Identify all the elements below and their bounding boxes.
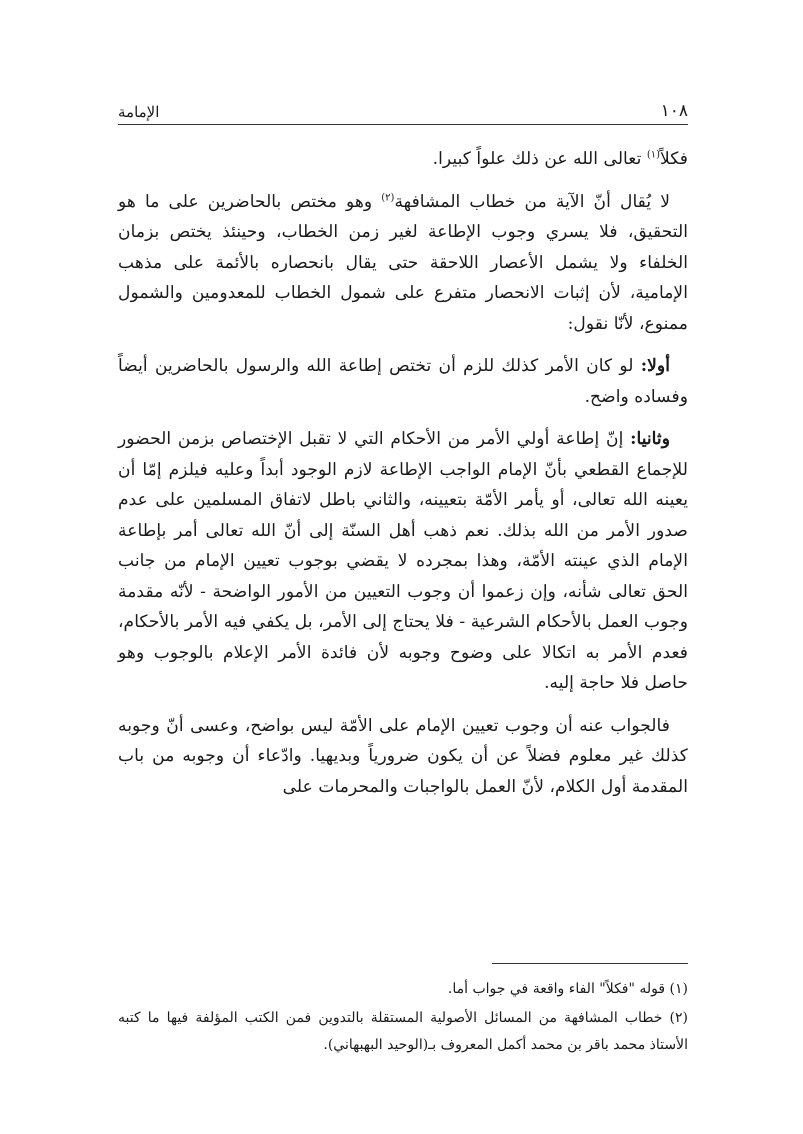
- footnote-divider: [492, 963, 688, 964]
- paragraph-3-text: لو كان الأمر كذلك للزم أن تختص إطاعة الله والرسول بالحاضرين أيضاً وفساده واضح.: [118, 356, 688, 407]
- paragraph-1-text-a: فكلاً: [660, 149, 688, 169]
- page-header: [118, 92, 688, 120]
- footnote-2: (٢) خطاب المشافهة من المسائل الأصولية المستقلة بالتدوين فمن الكتب المؤلفة فيها ما كتبه الأستاذ محمد باقر بن محمد أكمل المعروف بـ(الوحيد البهبهاني).: [118, 1010, 688, 1053]
- footnote-ref-1[interactable]: (١): [646, 149, 661, 161]
- paragraph-2-text-b: وهو مختص بالحاضرين على ما هو التحقيق، فلا يسري وجوب الإطاعة لغير زمن الخطاب، وحينئذ يختص بزمان الخلفاء ولا يشمل الأعصار اللاحقة حتى يقال بانحصاره بالأئمة على مذهب الإمامية، لأن إثبات الانحصار متفرع على شمول الخطاب للمعدومين والشمول ممنوع، لأنّا نقول:: [118, 191, 688, 334]
- paragraph-1-text-b: تعالى الله عن ذلك علواً كبيرا.: [432, 149, 647, 169]
- paragraph-2-text-a: لا يُقال أنّ الآية من خطاب المشافهة: [394, 191, 671, 212]
- paragraph-5: [118, 711, 688, 803]
- paragraph-4-text: إنّ إطاعة أولي الأمر من الأحكام التي لا تقبل الإختصاص بزمن الحضور للإجماع القطعي بأنّ الإمام الواجب الإطاعة لازم الوجود أبداً وعليه فيلزم إمّا أن يعينه الله تعالى، أو يأمر الأمّة بتعيينه، والثاني باطل لاتفاق المسلمين على عدم صدور الأمر من الله بذلك. نعم ذهب أهل السنّة إلى أنّ الله تعالى أمر بإطاعة الإمام الذي عينته الأمّة، وهذا بمجرده لا يقضي بوجوب تعيين الإمام من جانب الحق تعالى شأنه، وإن زعموا أن وجوب التعيين من الأمور الواضحة - لأنّه مقدمة وجوب العمل بالأحكام الشرعية - فلا يحتاج إلى الأمر، بل يكفي فيه الأمر بالأحكام، فعدم الأمر به اتكالا على وضوح وجوبه لأن فائدة الأمر الإعلام بالوجوب وهو حاصل فلا حاجة إليه.: [118, 429, 688, 693]
- footnote-1: (١) قوله "فكلاً" الفاء واقعة في جواب أما.: [447, 981, 688, 997]
- footnotes: [118, 976, 688, 1061]
- paragraph-3: [118, 351, 688, 412]
- running-title: الإمامة: [118, 103, 160, 121]
- paragraph-2: [118, 187, 688, 340]
- page-number: ١٠٨: [660, 101, 688, 121]
- paragraph-4-lead: وثانيا:: [630, 429, 670, 449]
- footnote-ref-2[interactable]: (٢): [381, 191, 395, 203]
- paragraph-4: [118, 424, 688, 699]
- paragraph-5-text: فالجواب عنه أن وجوب تعيين الإمام على الأمّة ليس بواضح، وعسى أنّ وجوبه كذلك غير معلوم فضلاً عن أن يكون ضرورياً وبديهيا. وادّعاء أن وجوبه من باب المقدمة أول الكلام، لأنّ العمل بالواجبات والمحرمات على: [118, 715, 688, 797]
- main-text: [118, 144, 688, 814]
- header-divider: [118, 124, 688, 125]
- paragraph-3-lead: أولا:: [640, 356, 670, 376]
- paragraph-1: [118, 144, 688, 175]
